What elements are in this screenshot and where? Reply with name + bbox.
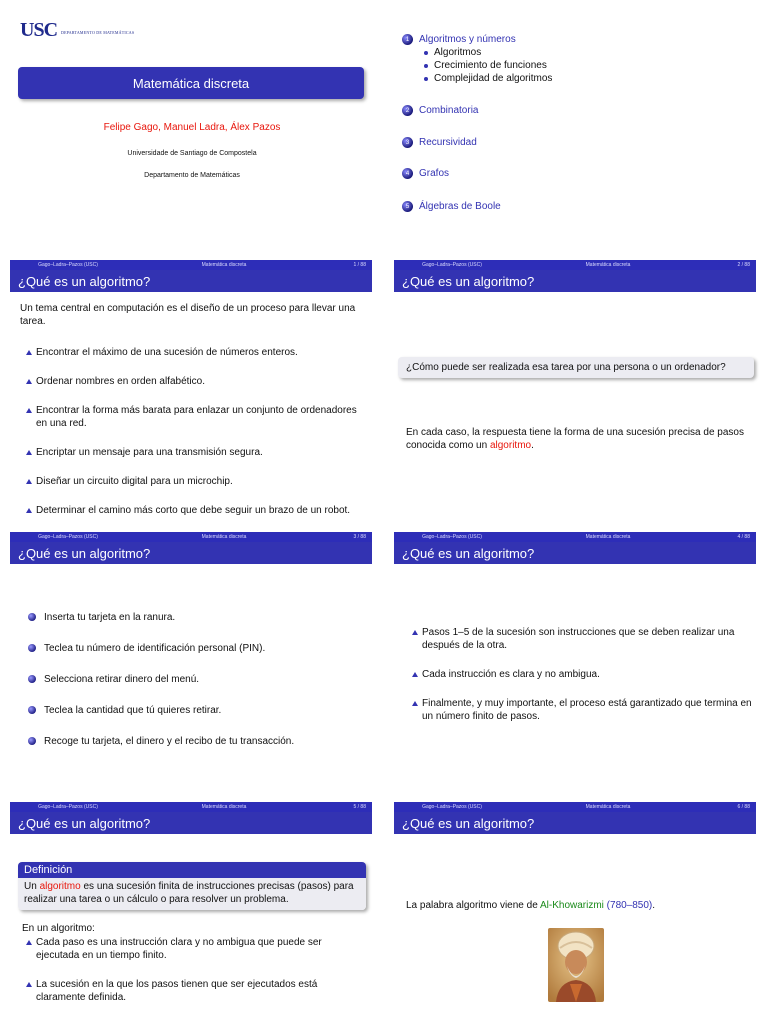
list-item: La sucesión en la que los pasos tienen que ser ejecutados está claramente definida. <box>14 978 360 1004</box>
intro-text: Un tema central en computación es el diseño de un proceso para llevar una tarea. <box>20 303 356 327</box>
list-item: Inserta tu tarjeta en la ranura. <box>22 611 360 624</box>
toc-subsections <box>422 46 552 85</box>
list-item: Recoge tu tarjeta, el dinero y el recibo de tu transacción. <box>22 735 360 748</box>
name-al-khowarizmi[interactable]: Al-Khowarizmi <box>539 900 604 911</box>
toc-subsection[interactable]: Algoritmos <box>422 46 552 59</box>
question-box: ¿Cómo puede ser realizada esa tarea por una persona o un ordenador? <box>398 357 754 378</box>
term-algoritmo: algoritmo <box>489 440 532 451</box>
frame-title: ¿Qué es un algoritmo? <box>394 812 756 834</box>
algorithm-properties <box>14 936 360 1004</box>
section-number-icon: 2 <box>402 105 413 116</box>
footer-authors: Gago–Ladra–Pazos (USC) <box>38 262 98 268</box>
toc-section-3[interactable] <box>402 137 477 148</box>
footer-course: Matemática discreta <box>585 534 631 540</box>
frame-title: ¿Qué es un algoritmo? <box>394 270 756 292</box>
section-number-icon: 3 <box>402 137 413 148</box>
university: Universidade de Santiago de Compostela <box>127 150 257 157</box>
frame-title: ¿Qué es un algoritmo? <box>10 812 372 834</box>
footer-course: Matemática discreta <box>201 262 247 268</box>
list-item: Finalmente, y muy importante, el proceso está garantizado que termina en un número finito de pasos. <box>400 697 754 723</box>
toc-section-4[interactable] <box>402 168 449 179</box>
page-number: 5 / 88 <box>353 804 366 810</box>
footer-course: Matemática discreta <box>201 804 247 810</box>
logo-usc-text: USC <box>20 19 58 41</box>
footline <box>394 532 756 542</box>
slide-2 <box>384 260 768 516</box>
footer-authors: Gago–Ladra–Pazos (USC) <box>422 534 482 540</box>
list-item: Encontrar el máximo de una sucesión de números enteros. <box>14 346 360 359</box>
def-post: es una sucesión finita de instrucciones precisas (pasos) para realizar una tarea o un cálculo o para resolver un problema. <box>24 881 354 905</box>
footer-authors: Gago–Ladra–Pazos (USC) <box>422 262 482 268</box>
toc-section-1[interactable] <box>402 34 516 45</box>
logo-dept-text: DEPARTAMENTO DE MATEMÁTICAS <box>61 30 135 35</box>
footline <box>394 260 756 270</box>
department: Departamento de Matemáticas <box>144 172 240 179</box>
list-item: Selecciona retirar dinero del menú. <box>22 673 360 686</box>
list-item: Diseñar un circuito digital para un microchip. <box>14 475 360 488</box>
task-list <box>14 346 360 516</box>
answer-post: . <box>531 440 534 451</box>
list-item: Cada paso es una instrucción clara y no ambigua que puede ser ejecutada en un tiempo finito. <box>14 936 360 962</box>
footline <box>10 260 372 270</box>
toc-section-5[interactable] <box>402 201 501 212</box>
toc-section-label: Combinatoria <box>419 105 479 116</box>
list-item: Determinar el camino más corto que debe seguir un brazo de un robot. <box>14 504 360 516</box>
frame-title: ¿Qué es un algoritmo? <box>10 270 372 292</box>
slide-1 <box>0 260 384 516</box>
footer-course: Matemática discreta <box>585 262 631 268</box>
footer-course: Matemática discreta <box>585 804 631 810</box>
etymology-text <box>406 899 756 912</box>
page-number: 6 / 88 <box>737 804 750 810</box>
toc-section-label: Grafos <box>419 168 450 179</box>
slide-3 <box>0 532 384 788</box>
answer-pre: En cada caso, la respuesta tiene la forma de una sucesión precisa de pasos conocida como un <box>406 427 744 451</box>
lead-text: En un algoritmo: <box>22 923 95 934</box>
section-number-icon: 5 <box>402 201 413 212</box>
section-number-icon: 4 <box>402 168 413 179</box>
usc-logo <box>20 20 134 40</box>
slide-4 <box>384 532 768 788</box>
list-item: Pasos 1–5 de la sucesión son instrucciones que se deben realizar una después de la otra. <box>400 626 754 652</box>
answer-text <box>406 426 748 452</box>
authors: Felipe Gago, Manuel Ladra, Álex Pazos <box>103 122 281 133</box>
slide-title <box>0 0 384 256</box>
toc-section-label: Algoritmos y números <box>419 34 516 45</box>
slide-6 <box>384 802 768 1024</box>
footer-course: Matemática discreta <box>201 534 247 540</box>
toc-section-label: Recursividad <box>419 137 477 148</box>
list-item: Encriptar un mensaje para una transmisión segura. <box>14 446 360 459</box>
def-pre: Un <box>24 881 40 892</box>
slide-toc <box>384 0 768 256</box>
list-item: Ordenar nombres en orden alfabético. <box>14 375 360 388</box>
page-number: 3 / 88 <box>353 534 366 540</box>
footline <box>10 802 372 812</box>
list-item: Teclea tu número de identificación personal (PIN). <box>22 642 360 655</box>
slide-5 <box>0 802 384 1024</box>
footer-authors: Gago–Ladra–Pazos (USC) <box>38 804 98 810</box>
footer-authors: Gago–Ladra–Pazos (USC) <box>38 534 98 540</box>
definition-block <box>18 862 366 910</box>
years: (780–850) <box>606 900 653 911</box>
atm-steps <box>22 611 360 748</box>
definition-title: Definición <box>18 862 366 878</box>
al-khowarizmi-portrait <box>548 928 604 1002</box>
frame-title: ¿Qué es un algoritmo? <box>394 542 756 564</box>
section-number-icon: 1 <box>402 34 413 45</box>
list-item: Cada instrucción es clara y no ambigua. <box>400 668 754 681</box>
footer-authors: Gago–Ladra–Pazos (USC) <box>422 804 482 810</box>
etymology-pre: La palabra algoritmo viene de <box>406 900 540 911</box>
page-number: 2 / 88 <box>737 262 750 268</box>
frame-title: ¿Qué es un algoritmo? <box>10 542 372 564</box>
page-number: 1 / 88 <box>353 262 366 268</box>
footline <box>10 532 372 542</box>
term-algoritmo: algoritmo <box>39 881 81 892</box>
toc-section-2[interactable] <box>402 105 478 116</box>
list-item: Teclea la cantidad que tú quieres retirar. <box>22 704 360 717</box>
page-number: 4 / 88 <box>737 534 750 540</box>
presentation-title: Matemática discreta <box>18 67 364 99</box>
etymology-post: . <box>652 900 656 911</box>
toc-subsection[interactable]: Complejidad de algoritmos <box>422 72 552 85</box>
properties-list <box>400 626 754 723</box>
toc-subsection[interactable]: Crecimiento de funciones <box>422 59 552 72</box>
definition-body <box>18 878 366 910</box>
list-item: Encontrar la forma más barata para enlazar un conjunto de ordenadores en una red. <box>14 404 360 430</box>
toc-section-label: Álgebras de Boole <box>419 201 501 212</box>
footline <box>394 802 756 812</box>
